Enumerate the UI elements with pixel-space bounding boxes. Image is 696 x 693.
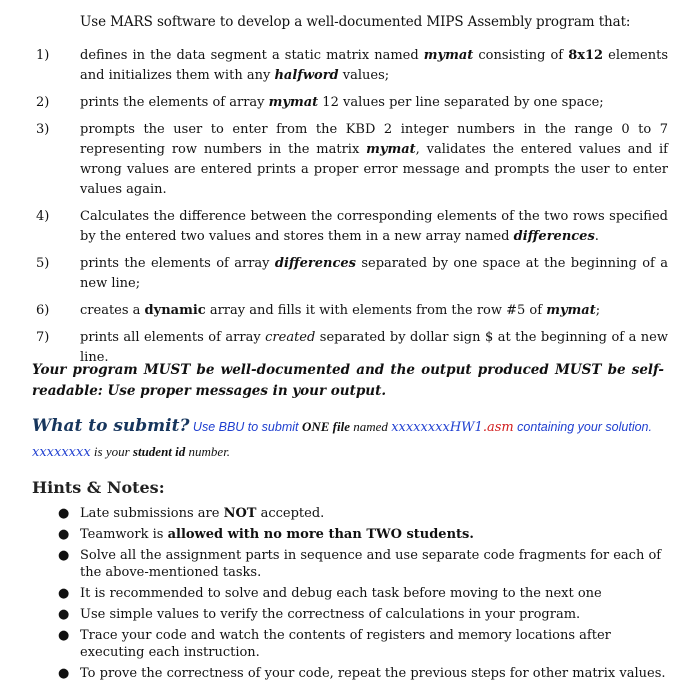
hint-text xyxy=(80,526,474,543)
hints-list xyxy=(58,505,678,686)
submit-section xyxy=(32,414,668,464)
emphasized-term: mymat xyxy=(268,95,319,110)
bullet-icon: ● xyxy=(58,666,70,681)
emphasized-term: differences xyxy=(513,229,595,244)
emphasized-term: mymat xyxy=(546,303,596,318)
text-run: array and fills it with elements from the row #5 of xyxy=(205,303,547,318)
bold-term: 8x12 xyxy=(568,48,604,63)
hint-text xyxy=(80,505,324,522)
task-text xyxy=(80,301,668,321)
text-run: Solve all the assignment parts in sequence and use separate code fragments for each of the above-mentioned tasks. xyxy=(80,548,662,580)
task-text xyxy=(80,93,668,113)
task-item xyxy=(36,207,668,247)
submit-text-2: named xyxy=(350,419,392,434)
bold-term: allowed with no more than TWO students. xyxy=(167,527,474,542)
emphasized-term: differences xyxy=(274,256,356,271)
hint-item xyxy=(58,505,678,522)
task-text xyxy=(80,207,668,247)
submit-text-3: containing your solution. xyxy=(513,420,652,434)
text-run: Late submissions are xyxy=(80,506,224,521)
task-item xyxy=(36,93,668,113)
text-run: Use simple values to verify the correctness of calculations in your program. xyxy=(80,607,581,622)
text-run: elements and initializes them with any xyxy=(80,48,668,83)
text-run: prints the elements of array xyxy=(80,95,269,110)
emphasized-term: mymat xyxy=(366,142,416,157)
submit-heading: What to submit? xyxy=(32,416,190,436)
text-run: It is recommended to solve and debug each task before moving to the next one xyxy=(80,586,602,601)
hint-text xyxy=(80,547,678,581)
task-item xyxy=(36,301,668,321)
submit-id-placeholder: xxxxxxxx xyxy=(32,445,91,460)
task-item xyxy=(36,120,668,200)
task-item xyxy=(36,46,668,86)
hints-heading: Hints & Notes: xyxy=(32,478,165,497)
text-run: separated by one space at the beginning of a new line; xyxy=(80,256,668,291)
text-run: To prove the correctness of your code, repeat the previous steps for other matrix values. xyxy=(80,666,666,681)
text-run: ; xyxy=(595,303,601,318)
task-number: 4) xyxy=(36,209,50,224)
text-run: values; xyxy=(338,68,390,83)
text-run: defines in the data segment a static matrix named xyxy=(80,48,424,63)
text-run: consisting of xyxy=(473,48,569,63)
bullet-icon: ● xyxy=(58,527,70,542)
documentation-warning: Your program MUST be well-documented and the output produced MUST be self-readable: Use proper messages in your output. xyxy=(32,362,664,399)
task-number: 1) xyxy=(36,48,50,63)
task-number: 2) xyxy=(36,95,50,110)
hint-item xyxy=(58,547,678,581)
hint-item xyxy=(58,585,678,602)
hint-text xyxy=(80,606,580,623)
task-number: 3) xyxy=(36,122,50,137)
text-run: prints the elements of array xyxy=(80,256,275,271)
task-number: 7) xyxy=(36,330,50,345)
hint-item xyxy=(58,606,678,623)
hint-item xyxy=(58,627,678,661)
bullet-icon: ● xyxy=(58,548,70,563)
bold-term: NOT xyxy=(223,506,257,521)
task-number: 6) xyxy=(36,303,50,318)
bullet-icon: ● xyxy=(58,506,70,521)
emphasized-term: created xyxy=(265,330,316,345)
task-list xyxy=(36,46,668,375)
text-run: prints all elements of array xyxy=(80,330,266,345)
bullet-icon: ● xyxy=(58,607,70,622)
text-run: prompts the user to enter from the KBD 2 integer numbers in the range 0 to 7 representing row numbers in the matrix xyxy=(80,122,668,157)
text-run: separated by dollar sign $ at the beginning of a new line. xyxy=(80,330,668,365)
task-text xyxy=(80,46,668,86)
text-run: Calculates the difference between the corresponding elements of the two rows specified by the entered two values and stores them in a new array named xyxy=(80,209,668,244)
hint-text xyxy=(80,627,678,661)
submit-text-1: Use BBU to submit xyxy=(189,420,302,434)
task-text xyxy=(80,120,668,200)
hint-item xyxy=(58,665,678,682)
bullet-icon: ● xyxy=(58,586,70,601)
emphasized-term: mymat xyxy=(423,48,474,63)
hint-item xyxy=(58,526,678,543)
text-run: . xyxy=(594,229,599,244)
bold-term: dynamic xyxy=(144,303,206,318)
task-item xyxy=(36,254,668,294)
text-run: creates a xyxy=(80,303,145,318)
submit-one-file: ONE file xyxy=(301,419,351,434)
task-text xyxy=(80,254,668,294)
bullet-icon: ● xyxy=(58,628,70,643)
submit-extension: .asm xyxy=(482,420,514,435)
hint-text xyxy=(80,585,602,602)
text-run: Teamwork is xyxy=(80,527,168,542)
text-run: accepted. xyxy=(256,506,325,521)
submit-student-id: student id xyxy=(132,444,186,459)
text-run: , validates the entered values and if wrong values are entered prints a proper error message and prompts the user to enter values again. xyxy=(80,142,668,197)
task-number: 5) xyxy=(36,256,50,271)
submit-text-5: number. xyxy=(185,444,231,459)
submit-filename: xxxxxxxxHW1 xyxy=(391,420,483,435)
hint-text xyxy=(80,665,666,682)
intro-text: Use MARS software to develop a well-documented MIPS Assembly program that: xyxy=(80,14,631,30)
text-run: 12 values per line separated by one space; xyxy=(318,95,604,110)
emphasized-term: halfword xyxy=(274,68,339,83)
submit-text-4: is your xyxy=(90,444,133,459)
text-run: Trace your code and watch the contents of registers and memory locations after executing each instruction. xyxy=(80,628,611,660)
